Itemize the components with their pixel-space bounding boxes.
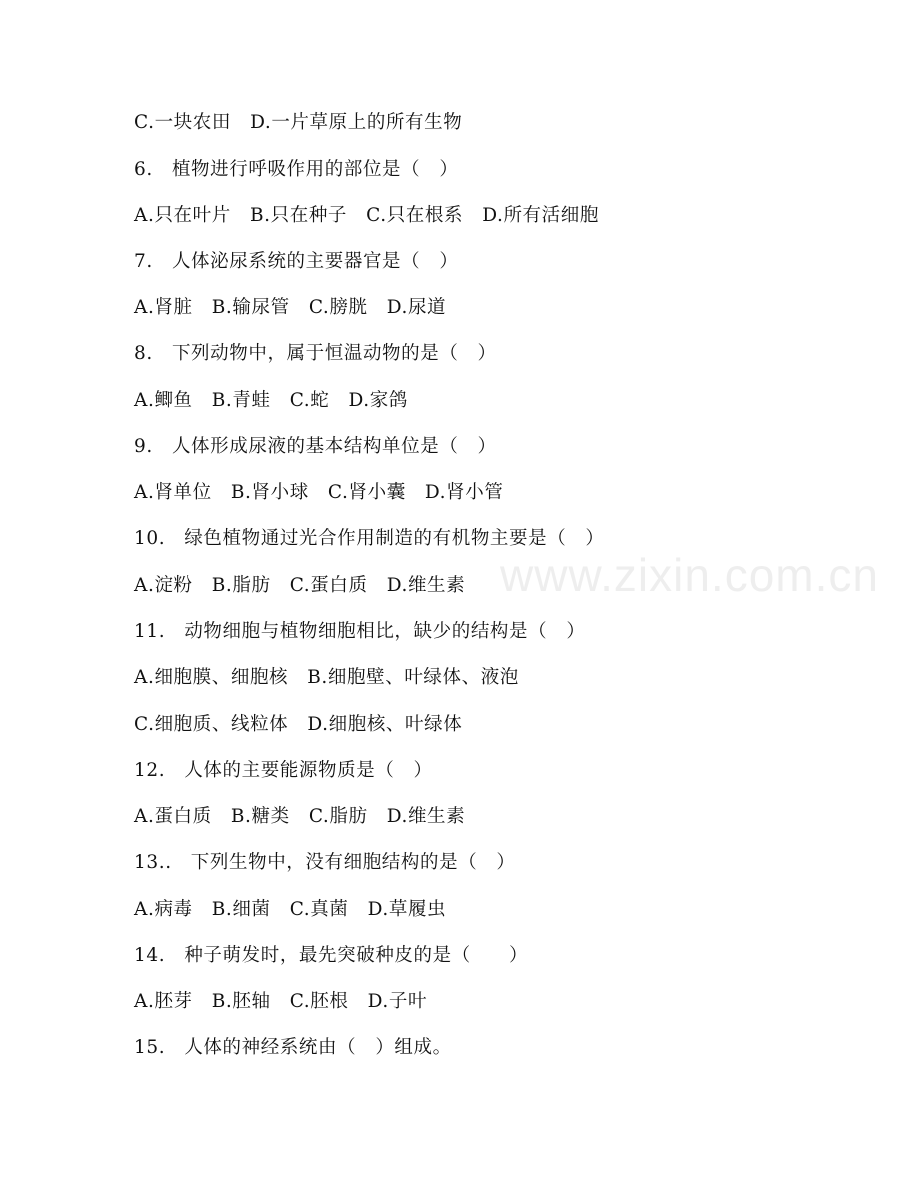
question-line: 7. 人体泌尿系统的主要器官是（ ） [134,251,459,272]
option-line: C.细胞质、线粒体 D.细胞核、叶绿体 [134,714,463,735]
question-line: 6. 植物进行呼吸作用的部位是（ ） [134,159,459,180]
option-line: A.只在叶片 B.只在种子 C.只在根系 D.所有活细胞 [134,205,599,226]
question-line: 8. 下列动物中，属于恒温动物的是（ ） [134,343,497,364]
question-line: 15. 人体的神经系统由（ ）组成。 [134,1037,452,1058]
option-line: A.淀粉 B.脂肪 C.蛋白质 D.维生素 [134,575,466,596]
option-line: C.一块农田 D.一片草原上的所有生物 [134,112,463,133]
question-line: 10. 绿色植物通过光合作用制造的有机物主要是（ ） [134,528,605,549]
option-line: A.胚芽 B.胚轴 C.胚根 D.子叶 [134,991,428,1012]
question-line: 14. 种子萌发时，最先突破种皮的是（ ） [134,945,529,966]
question-line: 12. 人体的主要能源物质是（ ） [134,760,433,781]
option-line: A.鲫鱼 B.青蛙 C.蛇 D.家鸽 [134,390,408,411]
option-line: A.病毒 B.细菌 C.真菌 D.草履虫 [134,899,447,920]
question-line: 11. 动物细胞与植物细胞相比，缺少的结构是（ ） [134,621,586,642]
watermark: www.zixin.com.cn [500,549,879,601]
question-line: 9. 人体形成尿液的基本结构单位是（ ） [134,436,497,457]
option-line: A.肾脏 B.输尿管 C.膀胱 D.尿道 [134,297,447,318]
option-line: A.肾单位 B.肾小球 C.肾小囊 D.肾小管 [134,482,504,503]
question-line: 13.. 下列生物中，没有细胞结构的是（ ） [134,852,516,873]
option-line: A.细胞膜、细胞核 B.细胞壁、叶绿体、液泡 [134,667,519,688]
option-line: A.蛋白质 B.糖类 C.脂肪 D.维生素 [134,806,466,827]
